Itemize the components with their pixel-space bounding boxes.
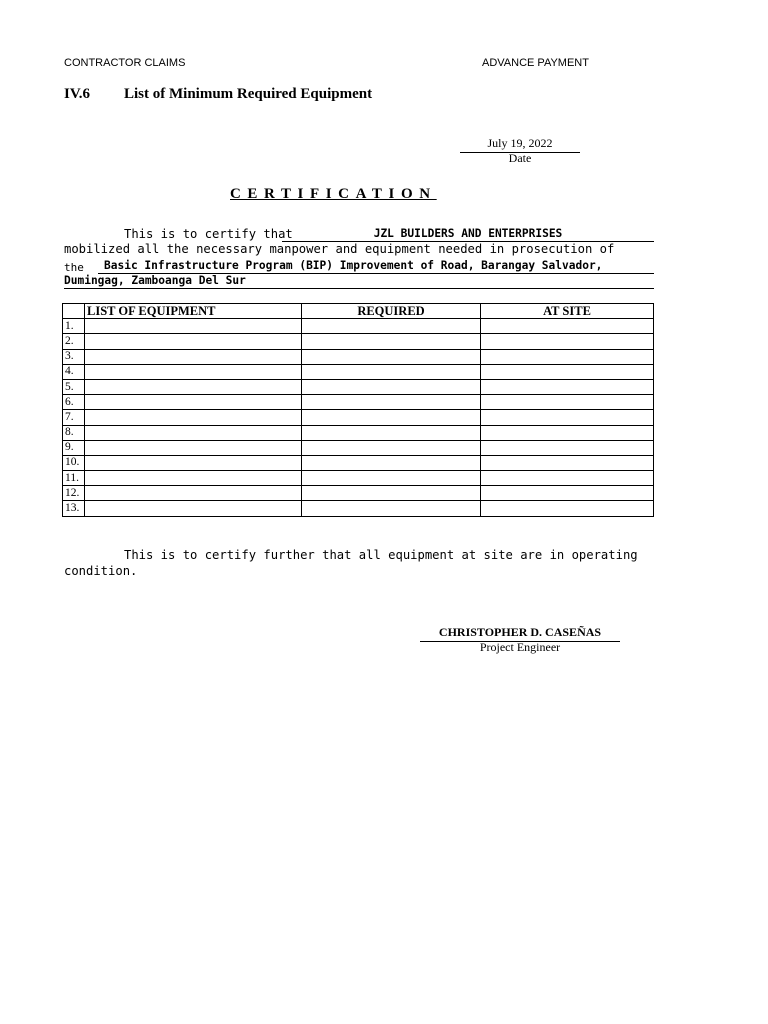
at-site-cell	[481, 319, 654, 334]
table-row	[63, 471, 654, 486]
equipment-cell	[85, 425, 302, 440]
at-site-cell	[481, 395, 654, 410]
required-cell	[302, 486, 481, 501]
table-row	[63, 501, 654, 516]
signatory-title: Project Engineer	[479, 640, 561, 654]
at-site-cell	[481, 440, 654, 455]
at-site-cell	[481, 471, 654, 486]
required-cell	[302, 379, 481, 394]
equipment-table	[62, 303, 654, 517]
table-row	[63, 334, 654, 349]
table-row	[63, 425, 654, 440]
date-value: July 19, 2022	[460, 136, 580, 153]
equipment-cell	[85, 501, 302, 516]
contractor-name: JZL BUILDERS AND ENTERPRISES	[282, 227, 654, 242]
section-number: IV.6	[64, 86, 90, 102]
at-site-cell	[481, 425, 654, 440]
row-number: 13.	[63, 501, 85, 516]
row-number: 8.	[63, 425, 85, 440]
header-left: CONTRACTOR CLAIMS	[64, 57, 186, 69]
row-number-header	[63, 304, 85, 319]
row-number: 3.	[63, 349, 85, 364]
equipment-cell	[85, 319, 302, 334]
the-label: the	[64, 261, 84, 274]
required-header: REQUIRED	[302, 304, 481, 319]
equipment-table-body	[63, 319, 654, 516]
table-row	[63, 319, 654, 334]
table-row	[63, 455, 654, 470]
equipment-cell	[85, 455, 302, 470]
equipment-cell	[85, 364, 302, 379]
row-number: 1.	[63, 319, 85, 334]
row-number: 12.	[63, 486, 85, 501]
at-site-cell	[481, 334, 654, 349]
required-cell	[302, 471, 481, 486]
row-number: 9.	[63, 440, 85, 455]
required-cell	[302, 395, 481, 410]
table-header-row	[63, 304, 654, 319]
required-cell	[302, 349, 481, 364]
at-site-cell	[481, 486, 654, 501]
row-number: 10.	[63, 455, 85, 470]
table-row	[63, 410, 654, 425]
table-row	[63, 379, 654, 394]
equipment-cell	[85, 410, 302, 425]
equipment-cell	[85, 471, 302, 486]
row-number: 2.	[63, 334, 85, 349]
list-of-equipment-header: LIST OF EQUIPMENT	[85, 304, 302, 319]
table-row	[63, 349, 654, 364]
equipment-cell	[85, 440, 302, 455]
required-cell	[302, 455, 481, 470]
row-number: 11.	[63, 471, 85, 486]
certify-prefix: This is to certify that	[124, 227, 293, 241]
row-number: 6.	[63, 395, 85, 410]
row-number: 4.	[63, 364, 85, 379]
table-row	[63, 395, 654, 410]
equipment-cell	[85, 349, 302, 364]
equipment-cell	[85, 395, 302, 410]
at-site-cell	[481, 379, 654, 394]
at-site-cell	[481, 349, 654, 364]
date-label: Date	[508, 151, 532, 165]
section-heading	[64, 86, 372, 103]
at-site-cell	[481, 455, 654, 470]
row-number: 5.	[63, 379, 85, 394]
equipment-cell	[85, 486, 302, 501]
further-certify-line-2: condition.	[64, 564, 138, 578]
table-row	[63, 440, 654, 455]
certification-title: CERTIFICATION	[230, 186, 437, 202]
table-row	[63, 364, 654, 379]
further-certify-line-1: This is to certify further that all equipment at site are in operating	[124, 548, 638, 562]
required-cell	[302, 334, 481, 349]
required-cell	[302, 440, 481, 455]
required-cell	[302, 425, 481, 440]
row-number: 7.	[63, 410, 85, 425]
at-site-cell	[481, 410, 654, 425]
at-site-cell	[481, 501, 654, 516]
at-site-cell	[481, 364, 654, 379]
at-site-header: AT SITE	[481, 304, 654, 319]
required-cell	[302, 364, 481, 379]
header-right: ADVANCE PAYMENT	[482, 57, 589, 69]
project-line-2: Dumingag, Zamboanga Del Sur	[64, 274, 654, 289]
table-row	[63, 486, 654, 501]
signatory-name: CHRISTOPHER D. CASEÑAS	[420, 625, 620, 642]
required-cell	[302, 319, 481, 334]
section-title: List of Minimum Required Equipment	[124, 86, 373, 102]
required-cell	[302, 501, 481, 516]
project-line-1: Basic Infrastructure Program (BIP) Improvement of Road, Barangay Salvador,	[98, 259, 654, 274]
mobilized-line: mobilized all the necessary manpower and equipment needed in prosecution of	[64, 242, 615, 256]
equipment-cell	[85, 334, 302, 349]
required-cell	[302, 410, 481, 425]
equipment-cell	[85, 379, 302, 394]
